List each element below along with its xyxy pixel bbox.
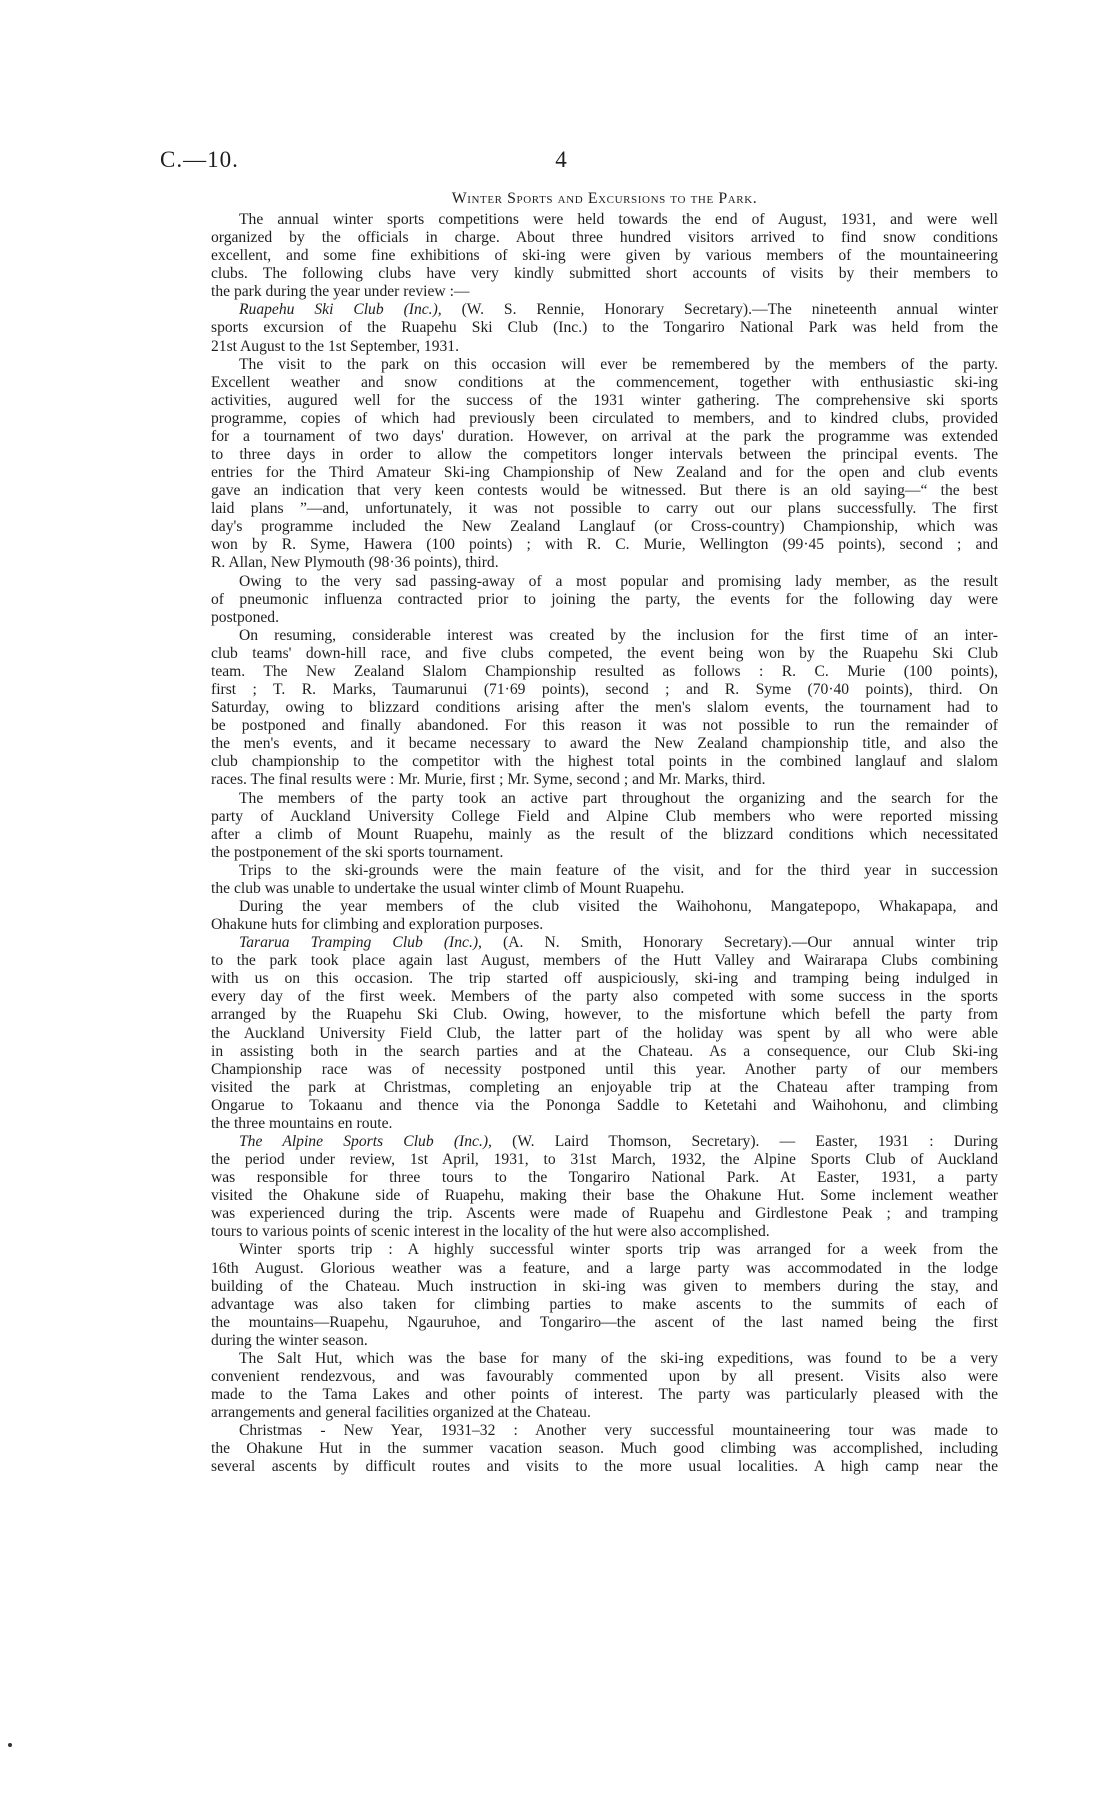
club-name: Ruapehu Ski Club (Inc.), <box>239 301 442 319</box>
line-text: was experienced during the trip. Ascents were made of Ruapehu and Girdlestone Peak ; and tramping <box>211 1205 998 1223</box>
line-text: laid plans ”—and, unfortunately, it was not possible to carry out our plans successfully. The first <box>211 500 998 518</box>
line-text: the mountains—Ruapehu, Ngauruhoe, and Tongariro—the ascent of the last named being the first <box>211 1313 998 1331</box>
text-line <box>211 1169 998 1187</box>
text-line <box>211 1350 998 1368</box>
line-text: convenient rendezvous, and was favourably commented upon by all present. Visits also were <box>211 1368 998 1385</box>
paragraph <box>211 1133 998 1241</box>
paragraph <box>211 627 998 790</box>
line-text: the men's events, and it became necessary to award the New Zealand championship title, and also the <box>211 735 998 753</box>
line-text: with us on this occasion. The trip started off auspiciously, ski-ing and tramping being indulged in <box>211 970 998 988</box>
line-text: the postponement of the ski sports tournament. <box>211 843 504 861</box>
line-text: the three mountains en route. <box>211 1114 393 1132</box>
text-line <box>211 1115 998 1133</box>
line-text: after a climb of Mount Ruapehu, mainly as the result of the blizzard conditions which necessitated <box>211 825 998 843</box>
text-line <box>211 645 998 663</box>
line-text: Trips to the ski-grounds were the main feature of the visit, and for the third year in succession <box>239 861 998 879</box>
text-line <box>211 356 998 374</box>
line-text: club teams' down-hill race, and five clubs competed, the event being won by the Ruapehu Ski Club <box>211 644 998 662</box>
text-line <box>211 988 998 1006</box>
line-text: activities, augured well for the success of the 1931 winter gathering. The comprehensive ski sports <box>211 391 998 409</box>
text-line <box>211 1025 998 1043</box>
line-text: Winter sports trip : A highly successful winter sports trip was arranged for a week from the <box>239 1241 998 1259</box>
line-text: entries for the Third Amateur Ski-ing Championship of New Zealand and for the open and club events <box>211 464 998 482</box>
line-text: The annual winter sports competitions were held towards the end of August, 1931, and were well <box>239 211 998 228</box>
text-line <box>211 410 998 428</box>
text-line <box>211 482 998 500</box>
line-text: programme, copies of which had previously been circulated to members, and to kindred clubs, provided <box>211 409 998 427</box>
text-line <box>211 1296 998 1314</box>
line-text: arrangements and general facilities organized at the Chateau. <box>211 1404 591 1422</box>
paragraph <box>211 1350 998 1422</box>
text-line <box>211 681 998 699</box>
line-text: The Salt Hut, which was the base for many of the ski-ing expeditions, was found to be a very <box>239 1349 998 1367</box>
line-text: the Ohakune Hut in the summer vacation season. Much good climbing was accomplished, including <box>211 1440 998 1458</box>
paragraph <box>211 862 998 898</box>
text-line <box>211 1440 998 1458</box>
text-line <box>211 1368 998 1386</box>
line-text: arranged by the Ruapehu Ski Club. Owing, however, to the misfortune which befell the party from <box>211 1006 998 1024</box>
paragraph <box>211 1422 998 1476</box>
text-line <box>211 1314 998 1332</box>
text-line <box>211 1097 998 1115</box>
line-text: Christmas - New Year, 1931–32 : Another very successful mountaineering tour was made to <box>239 1422 998 1440</box>
line-text: visited the Ohakune side of Ruapehu, making their base the Ohakune Hut. Some inclement weather <box>211 1187 998 1205</box>
line-text: for a tournament of two days' duration. However, on arrival at the park the programme was extended <box>211 427 998 445</box>
text-line <box>211 265 998 283</box>
text-line <box>211 898 998 916</box>
paragraph <box>211 356 998 573</box>
text-line <box>211 1404 998 1422</box>
line-text: The visit to the park on this occasion will ever be remembered by the members of the party. <box>239 355 998 373</box>
text-line <box>211 627 998 645</box>
text-line <box>211 1458 998 1476</box>
paragraph <box>211 790 998 862</box>
text-line <box>211 862 998 880</box>
text-line <box>211 934 998 952</box>
text-line <box>211 771 998 789</box>
text-line <box>211 518 998 536</box>
text-line <box>211 446 998 464</box>
text-line <box>211 880 998 898</box>
line-text: Ongarue to Tokaanu and thence via the Pononga Saddle to Ketetahi and Waihohonu, and climbing <box>211 1096 998 1114</box>
text-line <box>211 717 998 735</box>
text-line <box>211 301 998 319</box>
text-line <box>211 1133 998 1151</box>
text-line <box>211 1151 998 1169</box>
text-line <box>211 554 998 572</box>
margin-dot <box>8 1743 12 1747</box>
text-line <box>211 338 998 356</box>
club-name: Tararua Tramping Club (Inc.), <box>239 934 482 952</box>
line-text: made to the Tama Lakes and other points of interest. The party was particularly pleased with the <box>211 1386 998 1404</box>
text-line <box>211 699 998 717</box>
line-text: R. Allan, New Plymouth (98·36 points), third. <box>211 554 499 572</box>
text-line <box>211 500 998 518</box>
text-line <box>211 1205 998 1223</box>
line-text: was responsible for three tours to the Tongariro National Park. At Easter, 1931, a party <box>211 1169 998 1187</box>
line-text: (W. Laird Thomson, Secretary). — Easter, 1931 : During <box>491 1132 998 1150</box>
text-line <box>211 536 998 554</box>
text-line <box>211 1241 998 1259</box>
line-text: every day of the first week. Members of the party also competed with some success in the sports <box>211 988 998 1006</box>
paragraph <box>211 898 998 934</box>
text-line <box>211 1061 998 1079</box>
text-line <box>211 1260 998 1278</box>
text-line <box>211 826 998 844</box>
text-line <box>211 1422 998 1440</box>
line-text: to three days in order to allow the competitors longer intervals between the principal events. The <box>211 446 998 464</box>
paragraph <box>211 573 998 627</box>
line-text: clubs. The following clubs have very kindly submitted short accounts of visits by their members to <box>211 265 998 283</box>
line-text: 21st August to the 1st September, 1931. <box>211 337 459 355</box>
line-text: in assisting both in the search parties and at the Chateau. As a consequence, our Club Ski-ing <box>211 1042 998 1060</box>
line-text: Championship race was of necessity postponed until this year. Another party of our members <box>211 1060 998 1078</box>
text-line <box>211 229 998 247</box>
line-text: first ; T. R. Marks, Taumarunui (71·69 points), second ; and R. Syme (70·40 points), third. On <box>211 681 998 699</box>
line-text: of pneumonic influenza contracted prior to joining the party, the events for the following day were <box>211 590 998 608</box>
text-line <box>211 283 998 301</box>
document-reference: C.—10. <box>160 147 239 172</box>
text-line <box>211 1332 998 1350</box>
text-line <box>211 790 998 808</box>
text-line <box>211 844 998 862</box>
line-text: the Auckland University Field Club, the latter part of the holiday was spent by all who were able <box>211 1024 998 1042</box>
text-line <box>211 1223 998 1241</box>
page-number: 4 <box>555 147 567 172</box>
text-line <box>211 1187 998 1205</box>
text-line <box>211 591 998 609</box>
text-line <box>211 609 998 627</box>
paragraph <box>211 301 998 355</box>
line-text: organized by the officials in charge. About three hundred visitors arrived to find snow conditions <box>211 229 998 247</box>
text-line <box>211 916 998 934</box>
line-text: day's programme included the New Zealand Langlauf (or Cross-country) Championship, which was <box>211 518 998 536</box>
text-line <box>211 428 998 446</box>
line-text: On resuming, considerable interest was created by the inclusion for the first time of an inter- <box>239 626 998 644</box>
text-line <box>211 392 998 410</box>
line-text: excellent, and some fine exhibitions of ski-ing were given by various members of the mountaineering <box>211 247 998 265</box>
paragraph <box>211 934 998 1133</box>
line-text: building of the Chateau. Much instruction in ski-ing was given to members during the stay, and <box>211 1277 998 1295</box>
club-name: The Alpine Sports Club (Inc.), <box>239 1132 492 1150</box>
text-line <box>211 1278 998 1296</box>
line-text: Saturday, owing to blizzard conditions arising after the men's slalom events, the tournament had to <box>211 699 998 717</box>
line-text: Ohakune huts for climbing and exploration purposes. <box>211 916 544 934</box>
line-text: club championship to the competitor with the highest total points in the combined langlauf and slalom <box>211 753 998 771</box>
line-text: during the winter season. <box>211 1331 368 1349</box>
line-text: (A. N. Smith, Honorary Secretary).—Our annual winter trip <box>481 934 998 952</box>
line-text: The members of the party took an active part throughout the organizing and the search for the <box>239 789 998 807</box>
line-text: visited the park at Christmas, completing an enjoyable trip at the Chateau after tramping from <box>211 1078 998 1096</box>
text-line <box>211 374 998 392</box>
text-line <box>211 1043 998 1061</box>
text-line <box>211 808 998 826</box>
text-line <box>211 1386 998 1404</box>
line-text: the park during the year under review :— <box>211 283 470 301</box>
line-text: several ascents by difficult routes and visits to the more usual localities. A high camp near the <box>211 1458 998 1476</box>
text-line <box>211 573 998 591</box>
text-line <box>211 952 998 970</box>
line-text: 16th August. Glorious weather was a feature, and a large party was accommodated in the lodge <box>211 1259 998 1277</box>
line-text: sports excursion of the Ruapehu Ski Club (Inc.) to the Tongariro National Park was held from the <box>211 319 998 337</box>
paragraph <box>211 211 998 301</box>
line-text: tours to various points of scenic interest in the locality of the hut were also accomplished. <box>211 1223 770 1241</box>
line-text: Owing to the very sad passing-away of a most popular and promising lady member, as the result <box>239 572 998 590</box>
text-line <box>211 663 998 681</box>
text-line <box>211 1079 998 1097</box>
paragraph <box>211 1241 998 1349</box>
text-line <box>211 970 998 988</box>
text-line <box>211 319 998 337</box>
text-line <box>211 753 998 771</box>
line-text: During the year members of the club visited the Waihohonu, Mangatepopo, Whakapapa, and <box>239 897 998 915</box>
line-text: the club was unable to undertake the usual winter climb of Mount Ruapehu. <box>211 879 685 897</box>
text-line <box>211 211 998 229</box>
text-line <box>211 464 998 482</box>
line-text: gave an indication that very keen contests would be witnessed. But there is an old saying—“ the best <box>211 482 998 500</box>
line-text: party of Auckland University College Field and Alpine Club members who were reported missing <box>211 807 998 825</box>
line-text: won by R. Syme, Hawera (100 points) ; with R. C. Murie, Wellington (99·45 points), second ; and <box>211 536 998 554</box>
text-line <box>211 735 998 753</box>
line-text: team. The New Zealand Slalom Championship resulted as follows : R. C. Murie (100 points), <box>211 662 998 680</box>
line-text: advantage was also taken for climbing parties to make ascents to the summits of each of <box>211 1295 998 1313</box>
text-line <box>211 247 998 265</box>
text-line <box>211 1006 998 1024</box>
line-text: postponed. <box>211 608 280 626</box>
line-text: to the park took place again last August, members of the Hutt Valley and Wairarapa Clubs combining <box>211 952 998 970</box>
line-text: Excellent weather and snow conditions at the commencement, together with enthusiastic ski-ing <box>211 373 998 391</box>
body-text <box>211 211 998 1476</box>
line-text: (W. S. Rennie, Honorary Secretary).—The nineteenth annual winter <box>441 301 998 319</box>
line-text: the period under review, 1st April, 1931, to 31st March, 1932, the Alpine Sports Club of Auckland <box>211 1151 998 1169</box>
line-text: be postponed and finally abandoned. For this reason it was not possible to run the remainder of <box>211 717 998 735</box>
line-text: races. The final results were : Mr. Murie, first ; Mr. Syme, second ; and Mr. Marks, third. <box>211 771 766 789</box>
section-title: Winter Sports and Excursions to the Park. <box>451 190 758 207</box>
